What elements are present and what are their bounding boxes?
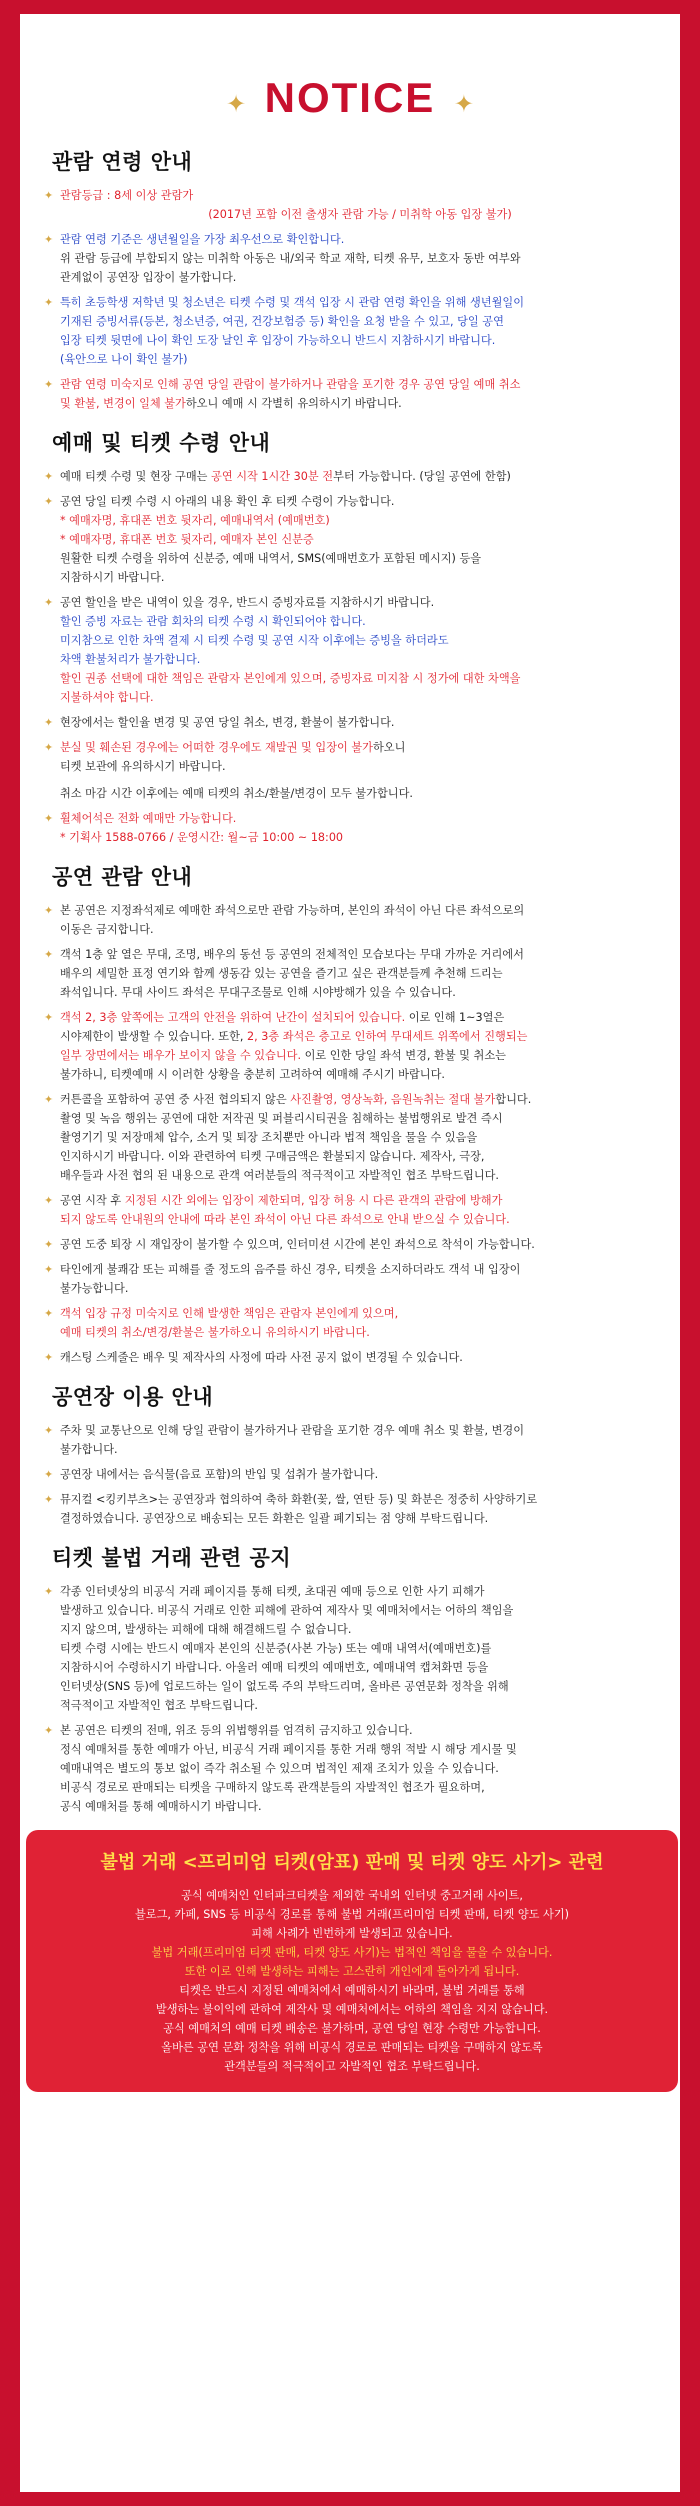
line-text: 할인 증빙 자료는 관람 회차의 티켓 수령 시 확인되어야 합니다. — [60, 615, 366, 628]
notice-line — [60, 568, 660, 587]
notice-item — [42, 1582, 660, 1715]
line-text: 비공식 경로로 판매되는 티켓을 구매하지 않도록 관객분들의 자발적인 협조가 필요하며, — [60, 1781, 485, 1794]
notice-line — [60, 1109, 660, 1128]
line-text: 주차 및 교통난으로 인해 당일 관람이 불가하거나 관람을 포기한 경우 예매 취소 및 환불, 변경이 — [60, 1424, 525, 1437]
notice-line — [60, 1759, 660, 1778]
notice-item — [42, 593, 660, 707]
line-text: 공연 할인을 받은 내역이 있을 경우, 반드시 증빙자료를 지참하시기 바랍니다. — [60, 596, 435, 609]
line-text: 특히 초등학생 저학년 및 청소년은 티켓 수령 및 객석 입장 시 관람 연령 확인을 위해 생년월일이 — [60, 296, 525, 309]
line-text: 지참하시어 수령하시기 바랍니다. 아울러 예매 티켓의 예매번호, 예매내역 캡쳐화면 등을 — [60, 1661, 489, 1674]
section-title: 관람 연령 안내 — [52, 150, 193, 174]
line-text: 예매내역은 별도의 통보 없이 즉각 취소될 수 있으며 법적인 제재 조치가 있을 수 있습니다. — [60, 1762, 499, 1775]
notice-section — [42, 861, 660, 1367]
notice-item — [42, 1191, 660, 1229]
notice-line — [60, 945, 660, 964]
notice-line — [60, 230, 660, 249]
notice-item — [42, 1490, 660, 1528]
notice-line — [60, 1260, 660, 1279]
line-text: 관람 연령 미숙지로 인해 공연 당일 관람이 불가하거나 관람을 포기한 경우 공연 당일 예매 취소 — [60, 378, 521, 391]
notice-line — [60, 1440, 660, 1459]
line-text: 공연 도중 퇴장 시 재입장이 불가할 수 있으며, 인터미션 시간에 본인 좌석으로 착석이 가능합니다. — [60, 1238, 535, 1251]
notice-line — [60, 1191, 660, 1210]
line-text: 되지 않도록 안내원의 안내에 따라 본인 좌석이 아닌 다른 좌석으로 안내 받으실 수 있습니다. — [60, 1213, 510, 1226]
notice-line — [60, 312, 660, 331]
line-text: 촬영기기 및 저장매체 압수, 소거 및 퇴장 조치뿐만 아니라 법적 책임을 물을 수 있음을 — [60, 1131, 478, 1144]
line-text: 지불하셔야 합니다. — [60, 691, 154, 704]
notice-line — [60, 186, 660, 205]
line-text: 위 관람 등급에 부합되지 않는 미취학 아동은 내/외국 학교 재학, 티켓 유무, 보호자 동반 여부와 — [60, 252, 521, 265]
notice-line — [60, 1065, 660, 1084]
notice-line — [60, 1721, 660, 1740]
notice-line — [60, 809, 660, 828]
notice-line — [60, 375, 660, 394]
notice-line — [60, 1601, 660, 1620]
line-text: 차액 환불처리가 불가합니다. — [60, 653, 201, 666]
notice-line — [60, 268, 660, 287]
notice-line — [60, 983, 660, 1002]
notice-line — [60, 1304, 660, 1323]
line-text: 휠체어석은 전화 예매만 가능합니다. — [60, 812, 237, 825]
notice-list — [42, 1582, 660, 1816]
notice-line — [60, 828, 660, 847]
notice-line — [60, 1740, 660, 1759]
line-text: 관계없이 공연장 입장이 불가합니다. — [60, 271, 237, 284]
page-title: NOTICE — [264, 74, 436, 121]
notice-line — [60, 249, 660, 268]
alert-line: 피해 사례가 빈번하게 발생되고 있습니다. — [251, 1927, 453, 1940]
emphasis-text: 공연 시작 1시간 30분 전 — [211, 470, 334, 483]
line-text: (육안으로 나이 확인 불가) — [60, 353, 188, 366]
line-text: * 기획사 1588-0766 / 운영시간: 월~금 10:00 ~ 18:00 — [60, 831, 344, 844]
notice-line — [60, 549, 660, 568]
line-text: 티켓 보관에 유의하시기 바랍니다. — [60, 760, 226, 773]
line-text: 시야제한이 발생할 수 있습니다. 또한, — [60, 1030, 248, 1043]
alert-line: 발생하는 불이익에 관하여 제작사 및 예매처에서는 어하의 책임을 지지 않습니다. — [155, 2003, 549, 2016]
emphasis-text: 지정된 시간 외에는 입장이 제한되며, 입장 허용 시 다른 관객의 관람에 방해가 — [124, 1194, 503, 1207]
line-text: 공연장 내에서는 음식물(음료 포함)의 반입 및 섭취가 불가합니다. — [60, 1468, 379, 1481]
notice-item — [42, 1721, 660, 1816]
notice-line — [60, 1658, 660, 1677]
line-text: 각종 인터넷상의 비공식 거래 페이지를 통해 티켓, 초대권 예매 등으로 인한 사기 피해가 — [60, 1585, 485, 1598]
line-text: 부터 가능합니다. (당일 공연에 한함) — [333, 470, 511, 483]
notice-item — [42, 230, 660, 287]
section-title: 예매 및 티켓 수령 안내 — [52, 431, 271, 455]
line-text: 예매 티켓의 취소/변경/환불은 불가하오니 유의하시기 바랍니다. — [60, 1326, 370, 1339]
notice-item — [42, 492, 660, 587]
line-text: 배우의 세밀한 표정 연기와 함께 생동감 있는 공연을 즐기고 싶은 관객분들께 추천해 드리는 — [60, 967, 503, 980]
line-text: 촬영 및 녹음 행위는 공연에 대한 저작권 및 퍼블리시티권을 침해하는 불법행위로 발견 즉시 — [60, 1112, 503, 1125]
line-text: 지참하시기 바랍니다. — [60, 571, 165, 584]
notice-item — [42, 1421, 660, 1459]
line-text: 정식 예매처를 통한 예매가 아닌, 비공식 거래 페이지를 통한 거래 행위 적발 시 해당 게시물 및 — [60, 1743, 517, 1756]
line-text: 미지참으로 인한 차액 결제 시 티켓 수령 및 공연 시작 이후에는 증빙을 하더라도 — [60, 634, 449, 647]
line-text: 관람등급 : 8세 이상 관람가 — [60, 189, 194, 202]
notice-line — [60, 1166, 660, 1185]
notice-line — [60, 964, 660, 983]
alert-line: 공식 예매처의 예매 티켓 배송은 불가하며, 공연 당일 현장 수령만 가능합니다. — [163, 2022, 541, 2035]
line-text: 이로 인해 1~3열은 — [405, 1011, 505, 1024]
notice-item — [42, 738, 660, 803]
line-text: 기재된 증빙서류(등본, 청소년증, 여권, 건강보험증 등) 확인을 요청 받을 수 있고, 당일 공연 — [60, 315, 504, 328]
line-text: * 예매자명, 휴대폰 번호 뒷자리, 예매내역서 (예매번호) — [60, 514, 330, 527]
notice-line — [60, 1639, 660, 1658]
notice-line — [60, 631, 660, 650]
line-text: 결정하였습니다. 공연장으로 배송되는 모든 화환은 일괄 폐기되는 점 양해 부탁드립니다. — [60, 1512, 489, 1525]
notice-line — [60, 757, 660, 776]
notice-list — [42, 1421, 660, 1528]
notice-line — [60, 350, 660, 369]
notice-line — [60, 1696, 660, 1715]
line-text: 이동은 금지합니다. — [60, 923, 154, 936]
notice-line — [60, 713, 660, 732]
notice-line — [60, 1509, 660, 1528]
notice-line — [60, 1147, 660, 1166]
line-text: 지지 않으며, 발생하는 피해에 대해 해결해드릴 수 없습니다. — [60, 1623, 352, 1636]
line-text: 합니다. — [495, 1093, 532, 1106]
line-text: 인터넷상(SNS 등)에 업로드하는 일이 없도록 주의 부탁드리며, 올바른 공연문화 정착을 위해 — [60, 1680, 509, 1693]
notice-line — [60, 650, 660, 669]
notice-line — [60, 1008, 660, 1027]
line-text: 커튼콜을 포함하여 공연 중 사전 협의되지 않은 — [60, 1093, 291, 1106]
notice-line — [60, 1348, 660, 1367]
line-text: 인지하시기 바랍니다. 이와 관련하여 티켓 구매금액은 환불되지 않습니다. 제작사, 극장, — [60, 1150, 485, 1163]
alert-line: 공식 예매처인 인터파크티켓을 제외한 국내외 인터넷 중고거래 사이트, — [181, 1889, 523, 1902]
notice-item — [42, 713, 660, 732]
line-text: 현장에서는 할인율 변경 및 공연 당일 취소, 변경, 환불이 불가합니다. — [60, 716, 395, 729]
line-text: 좌석입니다. 무대 사이드 좌석은 무대구조물로 인해 시야방해가 있을 수 있습니다. — [60, 986, 456, 999]
notice-line — [60, 612, 660, 631]
line-text: 발생하고 있습니다. 비공식 거래로 인한 피해에 관하여 제작사 및 예매처에서는 어하의 책임을 — [60, 1604, 514, 1617]
notice-line — [60, 511, 660, 530]
notice-line — [60, 1128, 660, 1147]
line-text: 공연 시작 후 — [60, 1194, 125, 1207]
line-text: 뮤지컬 <킹키부츠>는 공연장과 협의하여 축하 화환(꽃, 쌀, 연탄 등) 및 화분은 정중히 사양하기로 — [60, 1493, 538, 1506]
notice-line — [60, 331, 660, 350]
notice-line — [60, 1090, 660, 1109]
sparkle-icon: ✦ — [453, 90, 474, 118]
notice-item — [42, 901, 660, 939]
notice-line — [60, 593, 660, 612]
notice-item — [42, 467, 660, 486]
notice-line — [60, 1027, 660, 1046]
line-text: 타인에게 불쾌감 또는 피해를 줄 정도의 음주를 하신 경우, 티켓을 소지하더라도 객석 내 입장이 — [60, 1263, 521, 1276]
notice-section — [42, 1381, 660, 1528]
notice-item — [42, 1348, 660, 1367]
line-text: 일부 장면에서는 배우가 보이지 않을 수 있습니다. — [60, 1049, 302, 1062]
notice-line — [60, 1778, 660, 1797]
line-text: 분실 및 훼손된 경우에는 어떠한 경우에도 재발권 및 입장이 불가 — [60, 741, 373, 754]
notice-item — [42, 1465, 660, 1484]
notice-list — [42, 467, 660, 847]
notice-item — [42, 945, 660, 1002]
notice-list — [42, 901, 660, 1367]
notice-item — [42, 375, 660, 413]
line-text: 및 환불, 변경이 일체 불가 — [60, 397, 186, 410]
notice-line — [60, 1797, 660, 1816]
notice-line — [60, 205, 660, 224]
notice-item — [42, 1008, 660, 1084]
notice-line — [60, 1620, 660, 1639]
notice-line — [60, 784, 660, 803]
notice-line — [60, 530, 660, 549]
line-text: 할인 권종 선택에 대한 책임은 관람자 본인에게 있으며, 증빙자료 미지참 시 정가에 대한 차액을 — [60, 672, 521, 685]
line-text: 불가합니다. — [60, 1443, 118, 1456]
line-text: * 예매자명, 휴대폰 번호 뒷자리, 예매자 본인 신분증 — [60, 533, 314, 546]
alert-line: 블로그, 카페, SNS 등 비공식 경로를 통해 불법 거래(프리미엄 티켓 판매, 티켓 양도 사기) — [134, 1908, 570, 1921]
notice-line — [60, 1235, 660, 1254]
section-title: 티켓 불법 거래 관련 공지 — [52, 1546, 292, 1570]
notice-item — [42, 293, 660, 369]
notice-item — [42, 1260, 660, 1298]
line-text: 본 공연은 지정좌석제로 예매한 좌석으로만 관람 가능하며, 본인의 좌석이 아닌 다른 좌석으로의 — [60, 904, 525, 917]
notice-section — [42, 146, 660, 413]
line-text: 공식 예매처를 통해 예매하시기 바랍니다. — [60, 1800, 262, 1813]
line-text: 취소 마감 시간 이후에는 예매 티켓의 취소/환불/변경이 모두 불가합니다. — [60, 787, 413, 800]
notice-line — [60, 1210, 660, 1229]
notice-line — [60, 901, 660, 920]
notice-item — [42, 1090, 660, 1185]
line-text: (2017년 포함 이전 출생자 관람 가능 / 미취학 아동 입장 불가) — [208, 208, 512, 221]
line-text: 티켓 수령 시에는 반드시 예매자 본인의 신분증(사본 가능) 또는 예매 내역서(예매번호)를 — [60, 1642, 492, 1655]
notice-line — [60, 1465, 660, 1484]
notice-line — [60, 1677, 660, 1696]
alert-lines — [42, 1886, 662, 2076]
notice-line — [60, 394, 660, 413]
alert-line: 불법 거래(프리미엄 티켓 판매, 티켓 양도 사기)는 법적인 책임을 물을 수 있습니다. — [151, 1946, 553, 1959]
notice-line — [60, 1046, 660, 1065]
header — [20, 14, 680, 132]
line-text: 예매 티켓 수령 및 현장 구매는 — [60, 470, 212, 483]
notice-item — [42, 809, 660, 847]
line-text: 불가하니, 티켓예매 시 이러한 상황을 충분히 고려하여 예매해 주시기 바랍니다. — [60, 1068, 445, 1081]
notice-line — [60, 738, 660, 757]
notice-line — [60, 1421, 660, 1440]
illegal-trade-alert-box — [26, 1830, 678, 2092]
line-text: 원활한 티켓 수령을 위하여 신분증, 예매 내역서, SMS(예매번호가 포함된 메시지) 등을 — [60, 552, 482, 565]
notice-content — [20, 146, 680, 1816]
notice-panel — [20, 14, 680, 2492]
notice-line — [60, 1490, 660, 1509]
notice-line — [60, 1582, 660, 1601]
alert-line: 또한 이로 인해 발생하는 피해는 고스란히 개인에게 돌아가게 됩니다. — [184, 1965, 520, 1978]
line-text: 캐스팅 스케줄은 배우 및 제작사의 사정에 따라 사전 공지 없이 변경될 수 있습니다. — [60, 1351, 463, 1364]
line-text: 이로 인한 당일 좌석 변경, 환불 및 취소는 — [301, 1049, 506, 1062]
notice-line — [60, 467, 660, 486]
emphasis-text: 사진촬영, 영상녹화, 음원녹취는 절대 불가 — [290, 1093, 496, 1106]
notice-list — [42, 186, 660, 413]
section-title: 공연장 이용 안내 — [52, 1385, 214, 1409]
section-title: 공연 관람 안내 — [52, 865, 193, 889]
line-text: 하오니 — [373, 741, 406, 754]
notice-section — [42, 427, 660, 847]
sparkle-icon: ✦ — [226, 90, 247, 118]
line-text: 배우들과 사전 협의 된 내용으로 관객 여러분들의 적극적이고 자발적인 협조 부탁드립니다. — [60, 1169, 499, 1182]
alert-line: 올바른 공연 문화 정착을 위해 비공식 경로로 판매되는 티켓을 구매하지 않도록 — [161, 2041, 543, 2054]
notice-line — [60, 1279, 660, 1298]
notice-line — [60, 920, 660, 939]
notice-item — [42, 1304, 660, 1342]
notice-section — [42, 1542, 660, 1816]
notice-line — [60, 293, 660, 312]
line-text: 적극적이고 자발적인 협조 부탁드립니다. — [60, 1699, 258, 1712]
line-text: 객석 입장 규정 미숙지로 인해 발생한 책임은 관람자 본인에게 있으며, — [60, 1307, 399, 1320]
line-text: 관람 연령 기준은 생년월일을 가장 최우선으로 확인합니다. — [60, 233, 345, 246]
notice-item — [42, 1235, 660, 1254]
line-text: 본 공연은 티켓의 전매, 위조 등의 위법행위를 엄격히 금지하고 있습니다. — [60, 1724, 413, 1737]
line-text: 입장 티켓 뒷면에 나이 확인 도장 날인 후 입장이 가능하오니 반드시 지참하시기 바랍니다. — [60, 334, 496, 347]
line-text: 객석 1층 앞 열은 무대, 조명, 배우의 동선 등 공연의 전체적인 모습보다는 무대 가까운 거리에서 — [60, 948, 524, 961]
alert-line: 티켓은 반드시 지정된 예매처에서 예매하시기 바라며, 불법 거래를 통해 — [179, 1984, 525, 1997]
notice-item — [42, 186, 660, 224]
notice-line — [60, 669, 660, 688]
line-text: 하오니 예매 시 각별히 유의하시기 바랍니다. — [185, 397, 402, 410]
line-text: 불가능합니다. — [60, 1282, 129, 1295]
notice-line — [60, 688, 660, 707]
line-text: 공연 당일 티켓 수령 시 아래의 내용 확인 후 티켓 수령이 가능합니다. — [60, 495, 395, 508]
line-text: 객석 2, 3층 앞쪽에는 고객의 안전을 위하여 난간이 설치되어 있습니다. — [60, 1011, 406, 1024]
alert-line: 관객분들의 적극적이고 자발적인 협조 부탁드립니다. — [224, 2060, 480, 2073]
notice-line — [60, 492, 660, 511]
notice-line — [60, 1323, 660, 1342]
alert-title: 불법 거래 <프리미엄 티켓(암표) 판매 및 티켓 양도 사기> 관련 — [100, 1852, 604, 1873]
emphasis-text: 2, 3층 좌석은 층고로 인하여 무대세트 위쪽에서 진행되는 — [247, 1030, 528, 1043]
